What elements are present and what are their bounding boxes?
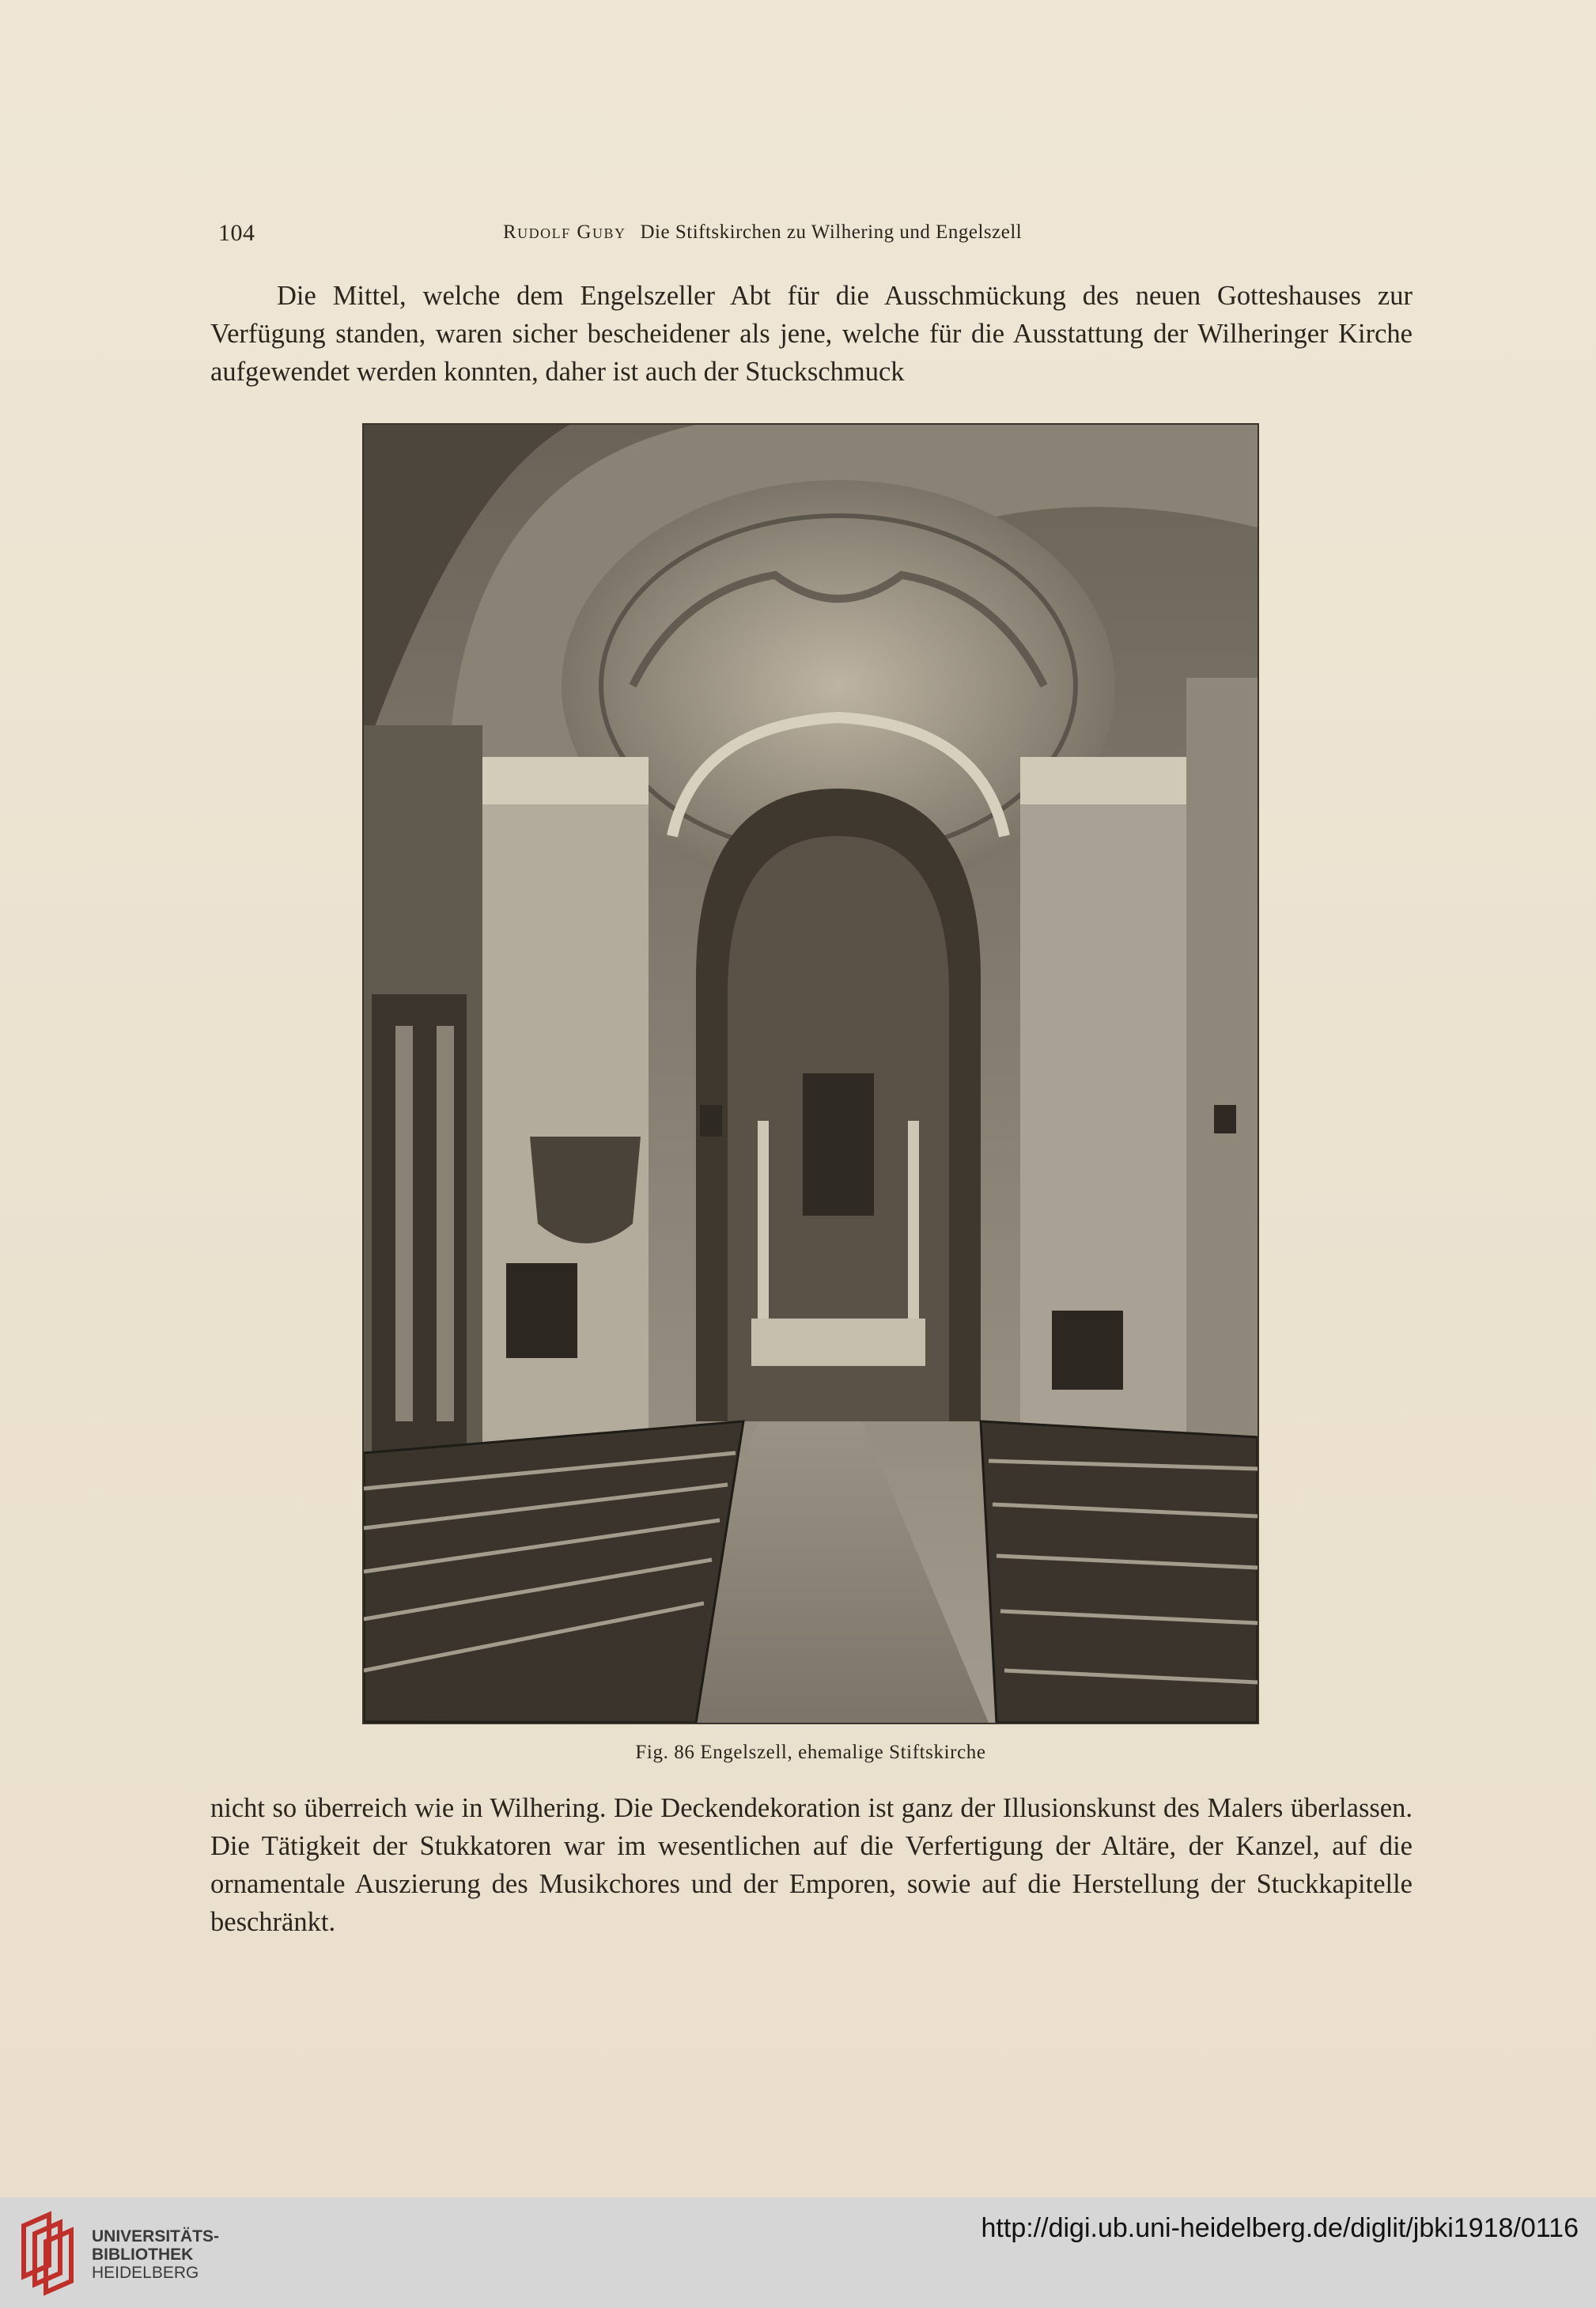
- library-name-line2: BIBLIOTHEK: [92, 2246, 194, 2264]
- header-book-title: Die Stiftskirchen zu Wilhering und Engelszell: [640, 221, 1023, 243]
- library-name-line3: HEIDELBERG: [92, 2264, 199, 2282]
- figure-caption: Fig. 86 Engelszell, ehemalige Stiftskirche: [635, 1742, 986, 1763]
- footer-bar: [0, 2197, 1596, 2308]
- header-title: [503, 221, 1022, 244]
- page-number: 104: [218, 220, 255, 246]
- paragraph-2: nicht so überreich wie in Wilhering. Die Deckendekoration ist ganz der Illusionskunst des Malers überlassen. Die Tätigkeit der Stukkatoren war im wesentlichen auf die Verfertigung der Altäre, der Kanzel, auf die ornamentale Auszierung des Musikchores und der Emporen, sowie auf die Herstellung der Stuckkapitelle beschränkt.: [210, 1793, 1413, 1937]
- header-author: Rudolf Guby: [503, 221, 626, 243]
- library-name: [92, 2227, 219, 2282]
- library-logo-icon: [17, 2210, 76, 2297]
- running-head: [218, 220, 1420, 252]
- church-interior-photo: [362, 423, 1259, 1724]
- document-url-link[interactable]: http://digi.ub.uni-heidelberg.de/diglit/jbki1918/0116: [981, 2213, 1579, 2243]
- library-name-line1: UNIVERSITÄTS-: [92, 2227, 220, 2246]
- paragraph-1: Die Mittel, welche dem Engelszeller Abt für die Ausschmückung des neuen Gotteshauses zur Verfügung standen, waren sicher bescheidener als jene, welche für die Ausstattung der Wilheringer Kirche aufgewendet werden konnten, daher ist auch der Stuckschmuck: [210, 281, 1413, 387]
